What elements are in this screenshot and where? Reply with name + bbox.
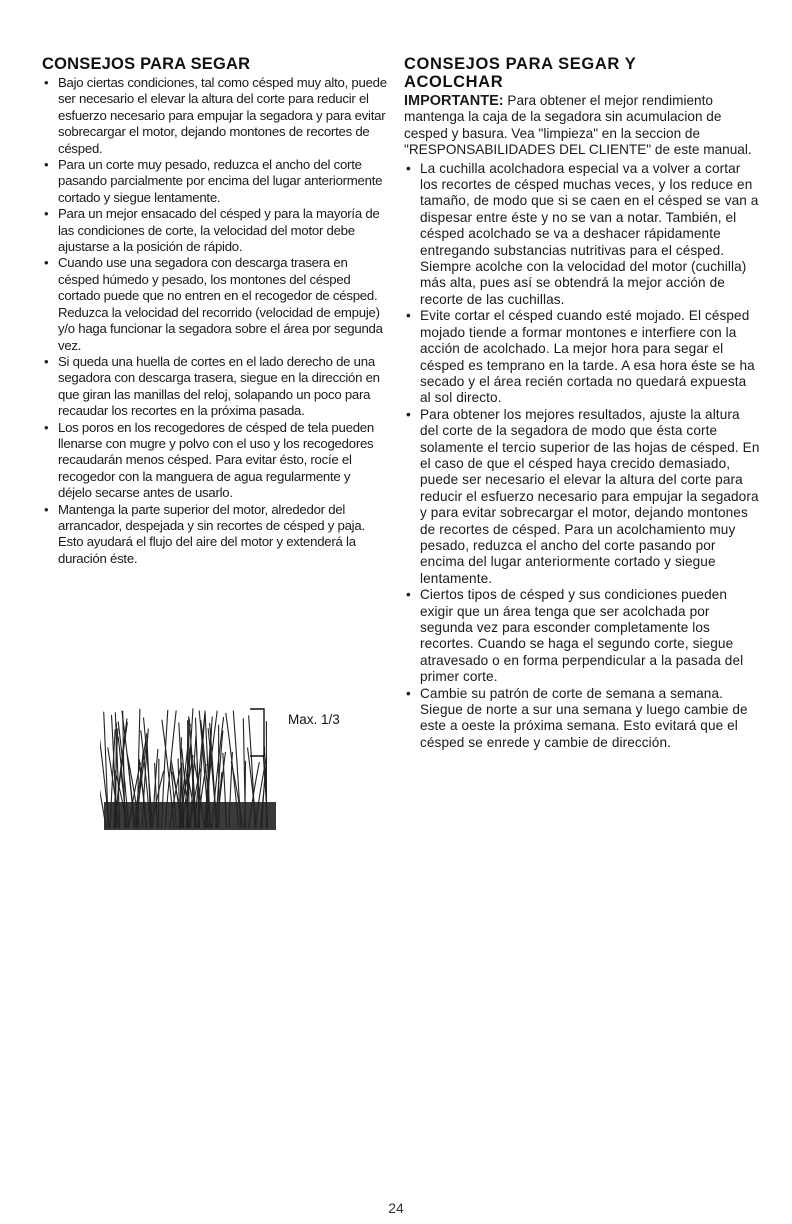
- mulching-tips-list: [404, 161, 760, 752]
- grass-illustration: [100, 708, 276, 830]
- list-item: • Ciertos tipos de césped y sus condiciones pueden exigir que un área tenga que ser acolchada por segunda vez para esconder completamente los recortes. Cuando se haga el segundo corte, siegue atravesado o en forma perpendicular a la pasada del primer corte.: [404, 587, 760, 685]
- grass-height-illustration: [100, 700, 380, 835]
- important-text: Para obtener el mejor rendimiento mantenga la caja de la segadora sin acumulacion de cesped y basura. Vea "limpieza" en la seccion de "RESPONSABILIDADES DEL CLIENTE" de este manual.: [404, 93, 752, 158]
- list-item: • Para un mejor ensacado del césped y para la mayoría de las condiciones de corte, la velocidad del motor debe ajustarse a la posición de rápido.: [42, 206, 387, 255]
- list-item: • Los poros en los recogedores de césped de tela pueden llenarse con mugre y polvo con el uso y los recogedores recaudarán menos césped. Para evitar ésto, rocíe el recogedor con la manguera de agua regularmente y déjelo secarse antes de usarlo.: [42, 420, 387, 502]
- max-height-bracket: [250, 709, 264, 756]
- list-item: • Si queda una huella de cortes en el lado derecho de una segadora con descarga trasera, siegue en la dirección en que giran las manillas del reloj, solapando un poco para recaudar los recortes en la próxima pasada.: [42, 354, 387, 420]
- mowing-tips-list: [42, 75, 387, 567]
- max-height-label: Max. 1/3: [288, 712, 340, 727]
- list-item: • La cuchilla acolchadora especial va a volver a cortar los recortes de césped muchas veces, y los reduce en tamaño, de modo que si se caen en el césped se van a dispesar entre éste y no se van a notar. También, el césped acolchado se va a deshacer rápidamente entregando substancias nutritivas para el césped. Siempre acolche con la velocidad del motor (cuchilla) más alta, pues así se obtendrá la mejor acción de recorte de las cuchillas.: [404, 161, 760, 309]
- important-note: [404, 93, 760, 159]
- mulching-tips-heading: [404, 55, 760, 91]
- heading-line: CONSEJOS PARA SEGAR Y: [404, 55, 637, 73]
- mowing-tips-heading: CONSEJOS PARA SEGAR: [42, 55, 251, 73]
- list-item: • Mantenga la parte superior del motor, alrededor del arrancador, despejada y sin recortes de césped y paja. Esto ayudará el flujo del aire del motor y extenderá la duración éste.: [42, 502, 387, 568]
- mowing-tips-column: [42, 55, 387, 567]
- heading-line: ACOLCHAR: [404, 73, 504, 91]
- list-item: • Para un corte muy pesado, reduzca el ancho del corte pasando parcialmente por encima del lugar anteriormente cortado y siegue lentamente.: [42, 157, 387, 206]
- page-number: 24: [388, 1200, 404, 1216]
- list-item: • Cuando use una segadora con descarga trasera en césped húmedo y pesado, los montones del césped cortado puede que no entren en el recogedor de césped. Reduzca la velocidad del recorrido (velocidad de empuje) y/o haga funcionar la segadora sobre el área por segunda vez.: [42, 255, 387, 353]
- grass-blade: [245, 761, 246, 828]
- list-item: • Cambie su patrón de corte de semana a semana. Siegue de norte a sur una semana y luego cambie de este a oeste la próxima semana. Esto evitará que el césped se enrede y cambie de dirección.: [404, 686, 760, 752]
- important-label: IMPORTANTE:: [404, 93, 504, 109]
- list-item: • Para obtener los mejores resultados, ajuste la altura del corte de la segadora de modo que ésta corte solamente el tercio superior de las hojas de césped. En el caso de que el césped haya crecido demasiado, puede ser necesario el elevar la altura del corte para reducir el esfuerzo necesario para empujar la segadora y para evitar sobrecargar el motor, dejando montones de recortes de césped. Para un acolchamiento muy pesado, reduzca el ancho del corte pasando por encima del lugar anteriormente cortado y siegue lentamente.: [404, 407, 760, 587]
- mulching-tips-column: [404, 55, 760, 751]
- list-item: • Bajo ciertas condiciones, tal como césped muy alto, puede ser necesario el elevar la altura del corte para reducir el esfuerzo necesario para empujar la segadora y para evitar sobrecargar el motor, dejando montones de recortes de césped.: [42, 75, 387, 157]
- list-item: • Evite cortar el césped cuando esté mojado. El césped mojado tiende a formar montones e interfiere con la acción de acolchado. La mejor hora para segar el césped es temprano en la tarde. A esa hora éste se ha secado y el área recién cortada no quedará expuesta al sol directo.: [404, 308, 760, 406]
